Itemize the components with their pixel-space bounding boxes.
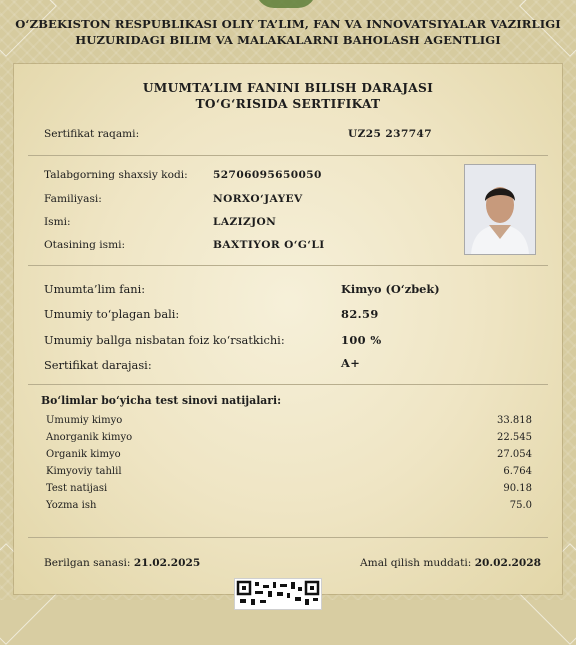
section-score: 27.054	[497, 449, 532, 460]
surname-label: Familiyasi:	[44, 193, 102, 205]
issue-date-value: 21.02.2025	[133, 557, 201, 569]
issuer-line-1: O‘ZBEKISTON RESPUBLIKASI OLIY TA’LIM, FAN VA INNOVATSIYALAR VAZIRLIGI	[15, 17, 561, 31]
divider	[28, 537, 548, 538]
qr-code-icon[interactable]	[234, 578, 322, 610]
subject: Kimyo (O‘zbek)	[341, 282, 440, 296]
father-name-label: Otasining ismi:	[44, 239, 126, 251]
personal-code-label: Talabgorning shaxsiy kodi:	[44, 169, 188, 181]
divider	[28, 155, 548, 156]
table-row	[46, 432, 532, 449]
title-line-1: UMUMTA’LIM FANINI BILISH DARAJASI	[142, 81, 434, 95]
section-name: Umumiy kimyo	[46, 415, 123, 426]
surname: NORXO‘JAYEV	[213, 193, 303, 205]
subject-label: Umumta’lim fani:	[44, 282, 146, 296]
issue-date-label: Berilgan sanasi:	[44, 557, 131, 569]
table-row	[46, 466, 532, 483]
grade-label: Sertifikat darajasi:	[44, 358, 152, 372]
table-row	[46, 449, 532, 466]
section-name: Kimyoviy tahlil	[46, 466, 122, 477]
divider	[28, 265, 548, 266]
valid-date-value: 20.02.2028	[474, 557, 542, 569]
name-label: Ismi:	[44, 216, 71, 228]
personal-code: 52706095650050	[213, 169, 322, 181]
percent: 100 %	[341, 333, 382, 347]
person-photo	[464, 164, 536, 255]
section-score: 90.18	[503, 483, 532, 494]
section-name: Organik kimyo	[46, 449, 121, 460]
section-score: 22.545	[497, 432, 532, 443]
father-name: BAXTIYOR O‘G‘LI	[213, 239, 325, 251]
section-score: 6.764	[503, 466, 532, 477]
grade: A+	[341, 356, 361, 370]
section-name: Test natijasi	[46, 483, 108, 494]
issuer-line-2: HUZURIDAGI BILIM VA MALAKALARNI BAHOLASH AGENTLIGI	[75, 33, 501, 47]
valid-date	[360, 557, 541, 569]
section-name: Anorganik kimyo	[46, 432, 133, 443]
total-score: 82.59	[341, 307, 379, 321]
certificate-title	[0, 80, 576, 112]
percent-label: Umumiy ballga nisbatan foiz ko‘rsatkichi:	[44, 333, 285, 347]
certificate-number: UZ25 237747	[348, 128, 433, 140]
title-line-2: TO‘G‘RISIDA SERTIFIKAT	[195, 97, 381, 111]
issue-date	[44, 557, 200, 569]
section-score: 75.0	[509, 500, 532, 511]
first-name: LAZIZJON	[213, 216, 277, 228]
total-score-label: Umumiy to‘plagan bali:	[44, 307, 180, 321]
issuer-header	[0, 16, 576, 48]
certificate-number-label: Sertifikat raqami:	[44, 128, 140, 140]
table-row	[46, 415, 532, 432]
section-score: 33.818	[497, 415, 532, 426]
divider	[28, 384, 548, 385]
results-title: Bo‘limlar bo‘yicha test sinovi natijalari:	[41, 394, 282, 407]
table-row	[46, 500, 532, 517]
section-name: Yozma ish	[46, 500, 97, 511]
table-row	[46, 483, 532, 500]
valid-date-label: Amal qilish muddati:	[360, 557, 472, 569]
